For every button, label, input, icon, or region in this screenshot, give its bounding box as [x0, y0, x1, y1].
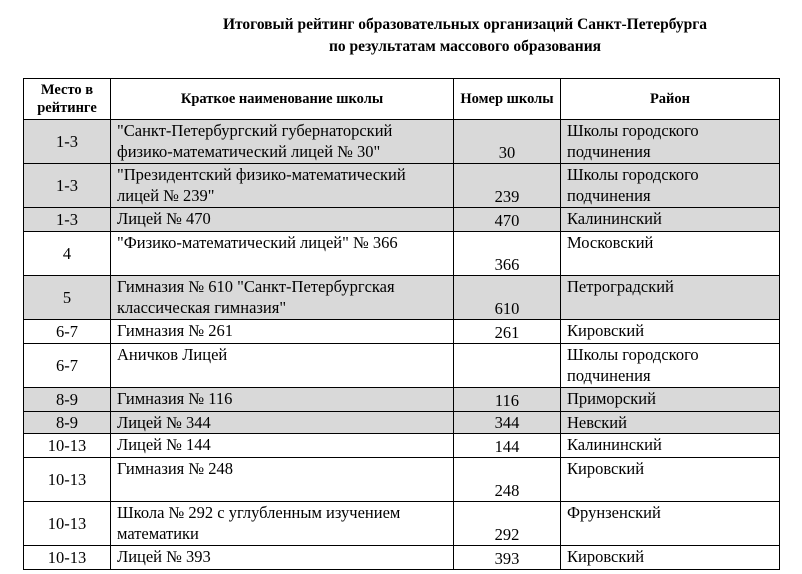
cell-district: Приморский [561, 388, 780, 412]
cell-place: 8-9 [24, 388, 111, 412]
table-row [24, 164, 780, 208]
cell-place: 6-7 [24, 320, 111, 344]
cell-place: 10-13 [24, 546, 111, 570]
cell-district: Московский [561, 232, 780, 276]
cell-school-name: Гимназия № 261 [111, 320, 454, 344]
cell-school-number: 470 [454, 208, 561, 232]
cell-school-number: 610 [454, 276, 561, 320]
cell-school-number [454, 344, 561, 388]
cell-school-name: "Физико-математический лицей" № 366 [111, 232, 454, 276]
cell-district: Кировский [561, 546, 780, 570]
table-row [24, 412, 780, 434]
table-row [24, 320, 780, 344]
cell-school-name: Лицей № 470 [111, 208, 454, 232]
cell-school-name: Лицей № 344 [111, 412, 454, 434]
table-row [24, 434, 780, 458]
cell-district: Кировский [561, 458, 780, 502]
cell-school-number: 30 [454, 120, 561, 164]
cell-place: 1-3 [24, 120, 111, 164]
page-title [0, 14, 802, 58]
cell-school-name: Лицей № 393 [111, 546, 454, 570]
cell-place: 10-13 [24, 458, 111, 502]
table-row [24, 120, 780, 164]
cell-place: 8-9 [24, 412, 111, 434]
cell-place: 1-3 [24, 208, 111, 232]
table-row [24, 458, 780, 502]
title-line-2: по результатам массового образования [328, 38, 602, 55]
cell-school-number: 292 [454, 502, 561, 546]
cell-place: 1-3 [24, 164, 111, 208]
table-row [24, 232, 780, 276]
cell-school-number: 116 [454, 388, 561, 412]
cell-school-number: 393 [454, 546, 561, 570]
table-header-row [24, 79, 780, 120]
cell-place: 10-13 [24, 502, 111, 546]
cell-district: Калининский [561, 434, 780, 458]
cell-school-name: Аничков Лицей [111, 344, 454, 388]
cell-district: Школы городского подчинения [561, 120, 780, 164]
cell-school-number: 344 [454, 412, 561, 434]
table-row [24, 344, 780, 388]
cell-district: Калининский [561, 208, 780, 232]
table-row [24, 208, 780, 232]
cell-school-name: Гимназия № 248 [111, 458, 454, 502]
cell-district: Школы городского подчинения [561, 164, 780, 208]
header-name: Краткое наименование школы [111, 79, 454, 120]
rating-table [23, 78, 780, 570]
cell-place: 4 [24, 232, 111, 276]
header-place: Место в рейтинге [24, 79, 111, 120]
cell-school-number: 239 [454, 164, 561, 208]
cell-place: 6-7 [24, 344, 111, 388]
table-row [24, 502, 780, 546]
table-row [24, 388, 780, 412]
title-line-1: Итоговый рейтинг образовательных организаций Санкт-Петербурга [222, 16, 708, 33]
cell-school-name: Гимназия № 116 [111, 388, 454, 412]
cell-district: Петроградский [561, 276, 780, 320]
cell-school-name: "Президентский физико-математический лицей № 239" [111, 164, 454, 208]
cell-school-name: Школа № 292 с углубленным изучением математики [111, 502, 454, 546]
cell-school-number: 144 [454, 434, 561, 458]
header-number: Номер школы [454, 79, 561, 120]
cell-school-name: "Санкт-Петербургский губернаторский физико-математический лицей № 30" [111, 120, 454, 164]
cell-district: Кировский [561, 320, 780, 344]
cell-district: Фрунзенский [561, 502, 780, 546]
table-row [24, 546, 780, 570]
cell-place: 10-13 [24, 434, 111, 458]
cell-school-number: 261 [454, 320, 561, 344]
cell-school-name: Гимназия № 610 "Санкт-Петербургская классическая гимназия" [111, 276, 454, 320]
cell-district: Невский [561, 412, 780, 434]
header-district: Район [561, 79, 780, 120]
cell-school-number: 248 [454, 458, 561, 502]
cell-school-name: Лицей № 144 [111, 434, 454, 458]
table-row [24, 276, 780, 320]
cell-school-number: 366 [454, 232, 561, 276]
cell-place: 5 [24, 276, 111, 320]
cell-district: Школы городского подчинения [561, 344, 780, 388]
